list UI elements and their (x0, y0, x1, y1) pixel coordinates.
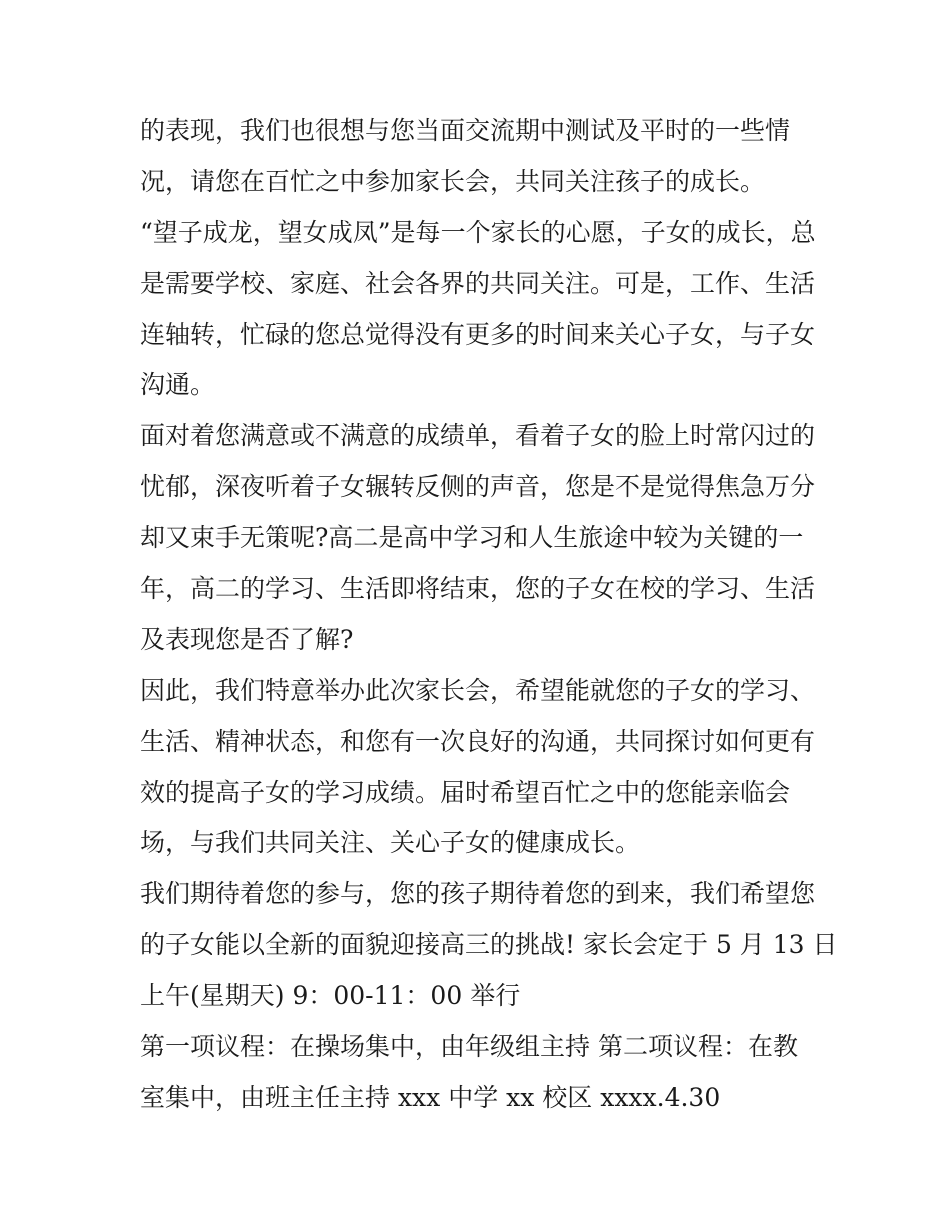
text-line: 是需要学校、家庭、社会各界的共同关注。可是，工作、生活 (140, 268, 816, 298)
text-line: 生活、精神状态，和您有一次良好的沟通，共同探讨如何更有 (140, 726, 816, 756)
text-line: 因此，我们特意举办此次家长会，希望能就您的子女的学习、 (140, 675, 816, 705)
document-body (140, 106, 838, 1124)
text-line: 第一项议程：在操场集中，由年级组主持 第二项议程：在教 (140, 1032, 798, 1062)
text-line: 忧郁，深夜听着子女辗转反侧的声音，您是不是觉得焦急万分 (140, 472, 816, 502)
text-line: 连轴转，忙碌的您总觉得没有更多的时间来关心子女，与子女 (140, 319, 816, 349)
text-line: 的表现，我们也很想与您当面交流期中测试及平时的一些情 (140, 116, 791, 145)
text-line: 面对着您满意或不满意的成绩单，看着子女的脸上时常闪过的 (140, 421, 816, 451)
text-line: 的子女能以全新的面貌迎接高三的挑战! 家长会定于 5 月 13 日 (140, 930, 838, 960)
text-line: 上午(星期天) 9：00-11：00 举行 (140, 981, 521, 1011)
text-line: 却又束手无策呢?高二是高中学习和人生旅途中较为关键的一 (140, 523, 804, 553)
text-line: 我们期待着您的参与，您的孩子期待着您的到来，我们希望您 (140, 879, 816, 909)
text-line: 场，与我们共同关注、关心子女的健康成长。 (140, 828, 641, 858)
text-line: 沟通。 (140, 370, 216, 400)
text-line: 室集中，由班主任主持 xxx 中学 xx 校区 xxxx.4.30 (140, 1082, 721, 1112)
text-line: “望子成龙，望女成凤”是每一个家长的心愿，子女的成长，总 (140, 217, 816, 247)
text-line: 年，高二的学习、生活即将结束，您的子女在校的学习、生活 (140, 574, 816, 604)
text-line: 及表现您是否了解? (140, 624, 354, 654)
text-line: 效的提高子女的学习成绩。届时希望百忙之中的您能亲临会 (140, 777, 791, 807)
text-line: 况，请您在百忙之中参加家长会，共同关注孩子的成长。 (140, 166, 766, 196)
